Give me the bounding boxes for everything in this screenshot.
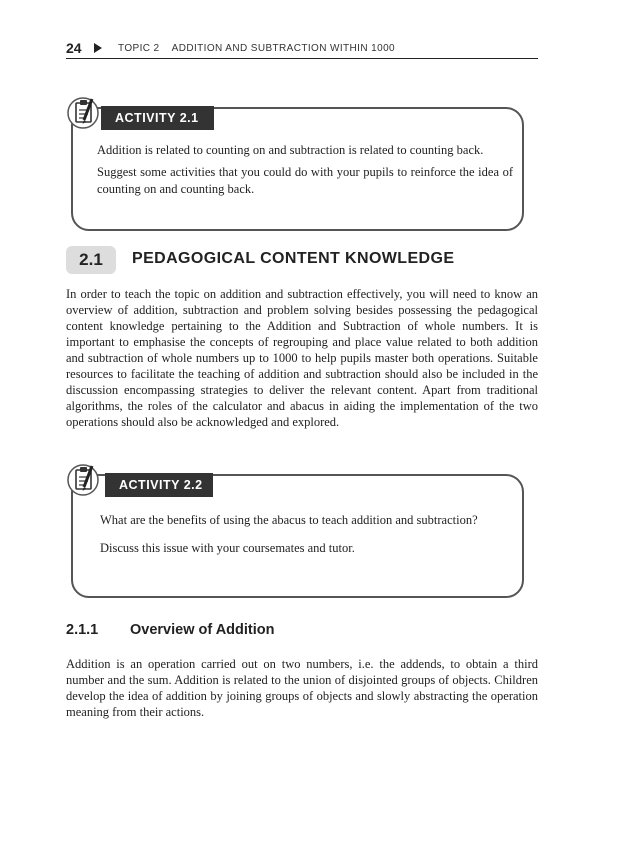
activity-box-2-2	[71, 474, 524, 598]
header-topic: TOPIC 2 ADDITION AND SUBTRACTION WITHIN 1000	[118, 43, 395, 54]
activity-box-2-1	[71, 107, 524, 231]
subsection-title: Overview of Addition	[130, 622, 275, 638]
section-title: PEDAGOGICAL CONTENT KNOWLEDGE	[132, 250, 455, 267]
activity-paragraph: Suggest some activities that you could do with your pupils to reinforce the idea of counting on and counting back.	[97, 165, 513, 196]
activity-body	[100, 512, 516, 557]
subsection-number: 2.1.1	[66, 622, 99, 638]
clipboard-pencil-icon	[63, 93, 105, 131]
clipboard-pencil-icon	[63, 460, 105, 498]
running-header	[66, 40, 538, 59]
activity-body	[97, 142, 513, 198]
subsection-paragraph: Addition is an operation carried out on two numbers, i.e. the addends, to obtain a third number and the sum. Addition is related to the union of disjointed groups of objects. Children develop the idea of addition by joining groups of objects and slowly abstracting the operation meaning from their actions.	[66, 657, 538, 719]
triangle-right-icon	[94, 43, 102, 53]
activity-paragraph: Discuss this issue with your coursemates and tutor.	[100, 541, 355, 555]
activity-paragraph: Addition is related to counting on and subtraction is related to counting back.	[97, 143, 484, 157]
subsection-heading	[66, 622, 274, 638]
activity-label: ACTIVITY 2.1	[101, 106, 214, 130]
section-paragraph: In order to teach the topic on addition and subtraction effectively, you will need to know an overview of addition, subtraction and problem solving besides possessing the pedagogical content knowledge pertaining to the Addition and Subtraction of whole numbers. It is important to emphasise the concepts of regrouping and place value related to both addition and subtraction of whole numbers up to 1000 to help pupils master both operations. Suitable resources to facilitate the teaching of addition and subtraction should also be included in the discussion encompassing strategies to deliver the relevant content. Apart from traditional algorithms, the roles of the calculator and abacus in aiding the implementation of the two operations should also be acknowledged and explored.	[66, 287, 538, 429]
activity-paragraph: What are the benefits of using the abacus to teach addition and subtraction?	[100, 513, 478, 527]
page-number: 24	[66, 40, 82, 56]
activity-label: ACTIVITY 2.2	[105, 473, 213, 497]
section-number: 2.1	[66, 246, 116, 274]
